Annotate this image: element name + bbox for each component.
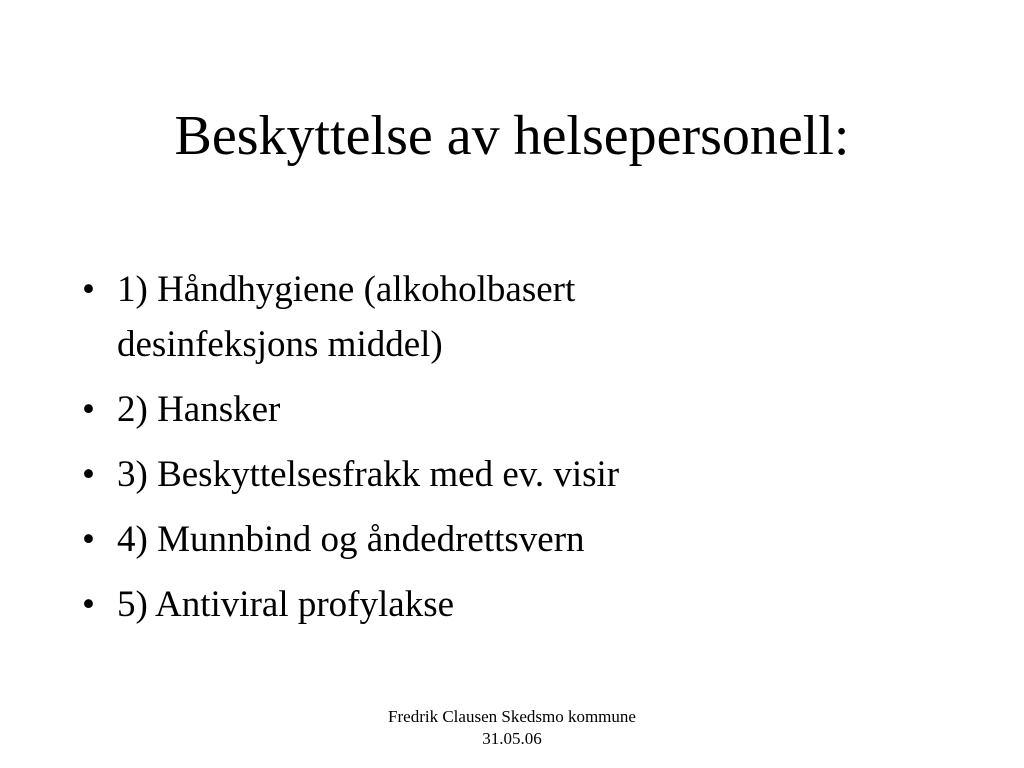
slide-title: Beskyttelse av helsepersonell: bbox=[174, 105, 850, 167]
bullet-text: 4) Munnbind og åndedrettsvern bbox=[117, 519, 585, 560]
bullet-dot: • bbox=[82, 269, 95, 310]
bullet-item bbox=[82, 512, 762, 567]
bullet-list bbox=[82, 262, 762, 642]
bullet-dot: • bbox=[82, 584, 95, 625]
bullet-dot: • bbox=[82, 389, 95, 430]
bullet-dot: • bbox=[82, 454, 95, 495]
footer-date: 31.05.06 bbox=[482, 729, 542, 748]
bullet-item bbox=[82, 447, 762, 502]
slide-footer bbox=[312, 706, 712, 750]
footer-author: Fredrik Clausen Skedsmo kommune bbox=[388, 707, 636, 726]
bullet-text: 3) Beskyttelsesfrakk med ev. visir bbox=[117, 454, 620, 495]
bullet-item bbox=[82, 262, 762, 372]
bullet-text: 2) Hansker bbox=[117, 389, 281, 430]
bullet-item bbox=[82, 577, 762, 632]
bullet-text: 5) Antiviral profylakse bbox=[117, 584, 455, 625]
bullet-text: 1) Håndhygiene (alkoholbasert desinfeksjons middel) bbox=[117, 269, 576, 365]
bullet-dot: • bbox=[82, 519, 95, 560]
bullet-item bbox=[82, 382, 762, 437]
